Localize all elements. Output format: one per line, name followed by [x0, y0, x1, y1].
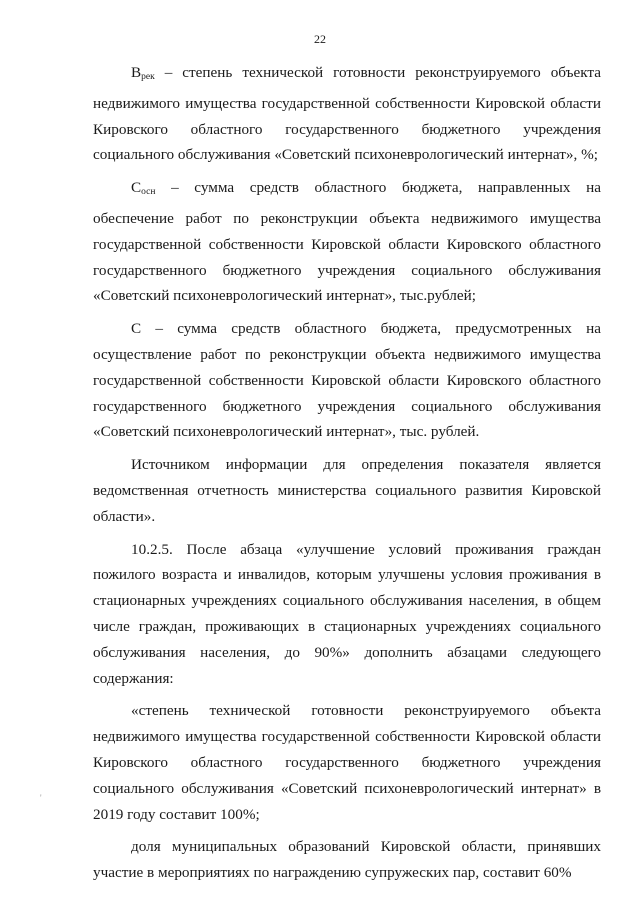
paragraph-10-2-5: 10.2.5. После абзаца «улучшение условий проживания граждан пожилого возраста и инвалидов, которым улучшены условия проживания в стационарных учреждениях социального обслуживания населения, в общем числе граждан, проживающих в стационарных учреждениях социального обслуживания населения, до 90%» дополнить абзацами следующего содержания: [93, 540, 601, 687]
margin-scan-mark: ' [40, 793, 42, 803]
paragraph-text: – сумма средств областного бюджета, направленных на обеспечение работ по реконструкции объекта недвижимого имущества государственной собственности Кировской области Кировского областного государственного бюджетного учреждения социального обслуживания «Советский психоневрологический интернат», тыс.рублей; [93, 179, 601, 305]
variable-letter: С [131, 179, 142, 197]
paragraph-v-rek [93, 60, 601, 168]
document-body [93, 60, 601, 893]
variable-letter: В [131, 64, 142, 81]
variable-subscript: рек [141, 72, 155, 82]
variable-subscript: осн [141, 187, 156, 198]
paragraph-text: – степень технической готовности реконструируемого объекта недвижимого имущества государственной собственности Кировской области Кировского областного государственного бюджетного учреждения социального обслуживания «Советский психоневрологический интернат», %; [93, 64, 601, 164]
paragraph-readiness: «степень технической готовности реконструируемого объекта недвижимого имущества государственной собственности Кировской области Кировского областного государственного бюджетного учреждения социального обслуживания «Советский психоневрологический интернат» в 2019 году составит 100%; [93, 702, 601, 823]
paragraph-s: С – сумма средств областного бюджета, предусмотренных на осуществление работ по реконструкции объекта недвижимого имущества государственной собственности Кировской области Кировского областного государственного бюджетного учреждения социального обслуживания «Советский психоневрологический интернат», тыс. рублей. [93, 320, 601, 441]
paragraph-s-osn [93, 175, 601, 309]
page-number: 22 [314, 32, 326, 46]
paragraph-municipal-share: доля муниципальных образований Кировской области, принявших участие в мероприятиях по награждению супружеских пар, составит 60% [93, 838, 601, 882]
paragraph-source: Источником информации для определения показателя является ведомственная отчетность министерства социального развития Кировской области». [93, 456, 601, 525]
